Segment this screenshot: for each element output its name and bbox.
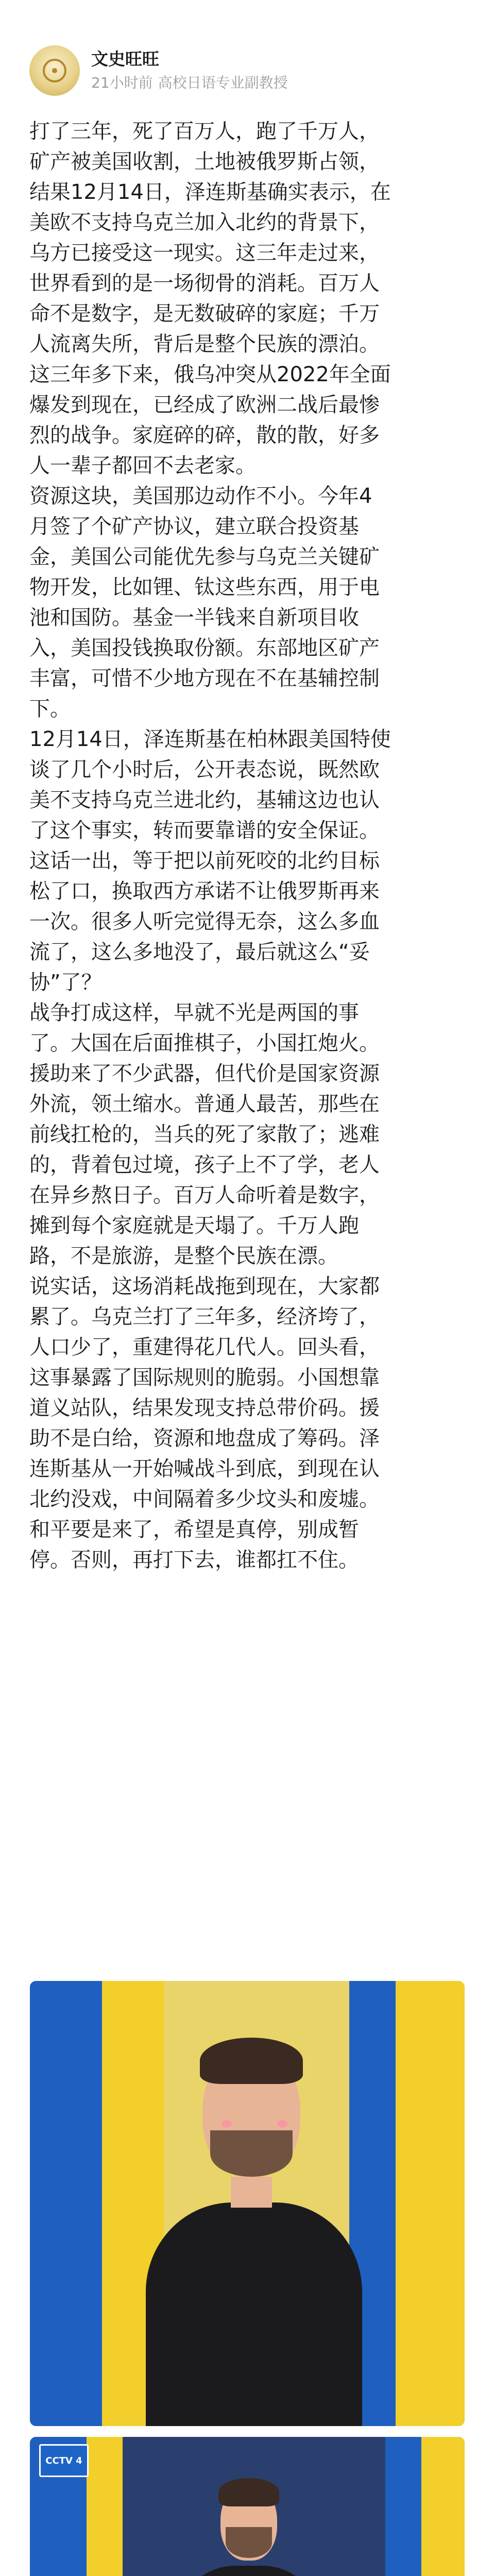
post-time: 21小时前	[91, 74, 153, 91]
post-image-portrait[interactable]	[30, 1981, 465, 2426]
post-paragraph: 打了三年，死了百万人，跑了千万人， 矿产被美国收割，土地被俄罗斯占领， 结果12月14日，泽连斯基确实表示，在 美欧不支持乌克兰加入北约的背景下， 乌方已接受这一现实。这三年走过来， 世界看到的是一场彻骨的消耗。百万人 命不是数字，是无数破碎的家庭；千万 人流离失所，背后是整个民族的漂泊。 这三年多下来，俄乌冲突从2022年全面 爆发到现在，已经成了欧洲二战后最惨 烈的战争。家庭碎的碎，散的散，好多 人一辈子都回不去老家。	[29, 120, 391, 478]
post-meta	[91, 73, 288, 93]
post-paragraph: 说实话，这场消耗战拖到现在，大家都 累了。乌克兰打了三年多，经济垮了， 人口少了，重建得花几代人。回头看， 这事暴露了国际规则的脆弱。小国想靠 道义站队，结果发现支持总带价码。援 助不是白给，资源和地盘成了筹码。泽 连斯基从一开始喊战斗到底，到现在认 北约没戏，中间隔着多少坟头和废墟。 和平要是来了，希望是真停，别成暂 停。否则，再打下去，谁都扛不住。	[29, 1275, 380, 1572]
avatar[interactable]	[29, 45, 80, 96]
author-name[interactable]: 文史旺旺	[91, 49, 159, 69]
post-paragraph: 12月14日，泽连斯基在柏林跟美国特使 谈了几个小时后，公开表态说，既然欧 美不支持乌克兰进北约，基辅这边也认 了这个事实，转而要靠谱的安全保证。 这话一出，等于把以前死咬的北约目标 松了口，换取西方承诺不让俄罗斯再来 一次。很多人听完觉得无奈，这么多血 流了，这么多地没了，最后就这么“妥 协”了？	[29, 727, 391, 994]
post-paragraph: 资源这块，美国那边动作不小。今年4 月签了个矿产协议，建立联合投资基 金，美国公司能优先参与乌克兰关键矿 物开发，比如锂、钛这些东西，用于电 池和国防。基金一半钱来自新项目收 入，美国投钱换取份额。东部地区矿产 丰富，可惜不少地方现在不在基辅控制 下。	[29, 484, 380, 721]
channel-logo: CCTV 4	[39, 2444, 89, 2477]
post-paragraph: 战争打成这样，早就不光是两国的事 了。大国在后面推棋子，小国扛炮火。 援助来了不少武器，但代价是国家资源 外流，领土缩水。普通人最苦，那些在 前线扛枪的，当兵的死了家散了；逃难 的，背着包过境，孩子上不了学，老人 在异乡熬日子。百万人命听着是数字， 摊到每个家庭就是天塌了。千万人跑 路，不是旅游，是整个民族在漂。	[29, 1001, 380, 1268]
post-header	[29, 45, 288, 96]
post-body	[29, 116, 468, 1575]
post-image-news[interactable]	[30, 2437, 465, 2576]
author-info	[91, 48, 288, 93]
avatar-emblem-icon	[43, 59, 66, 82]
speaker-figure	[30, 2437, 465, 2576]
speaker-figure	[30, 1981, 465, 2426]
author-title: 高校日语专业副教授	[158, 74, 288, 91]
